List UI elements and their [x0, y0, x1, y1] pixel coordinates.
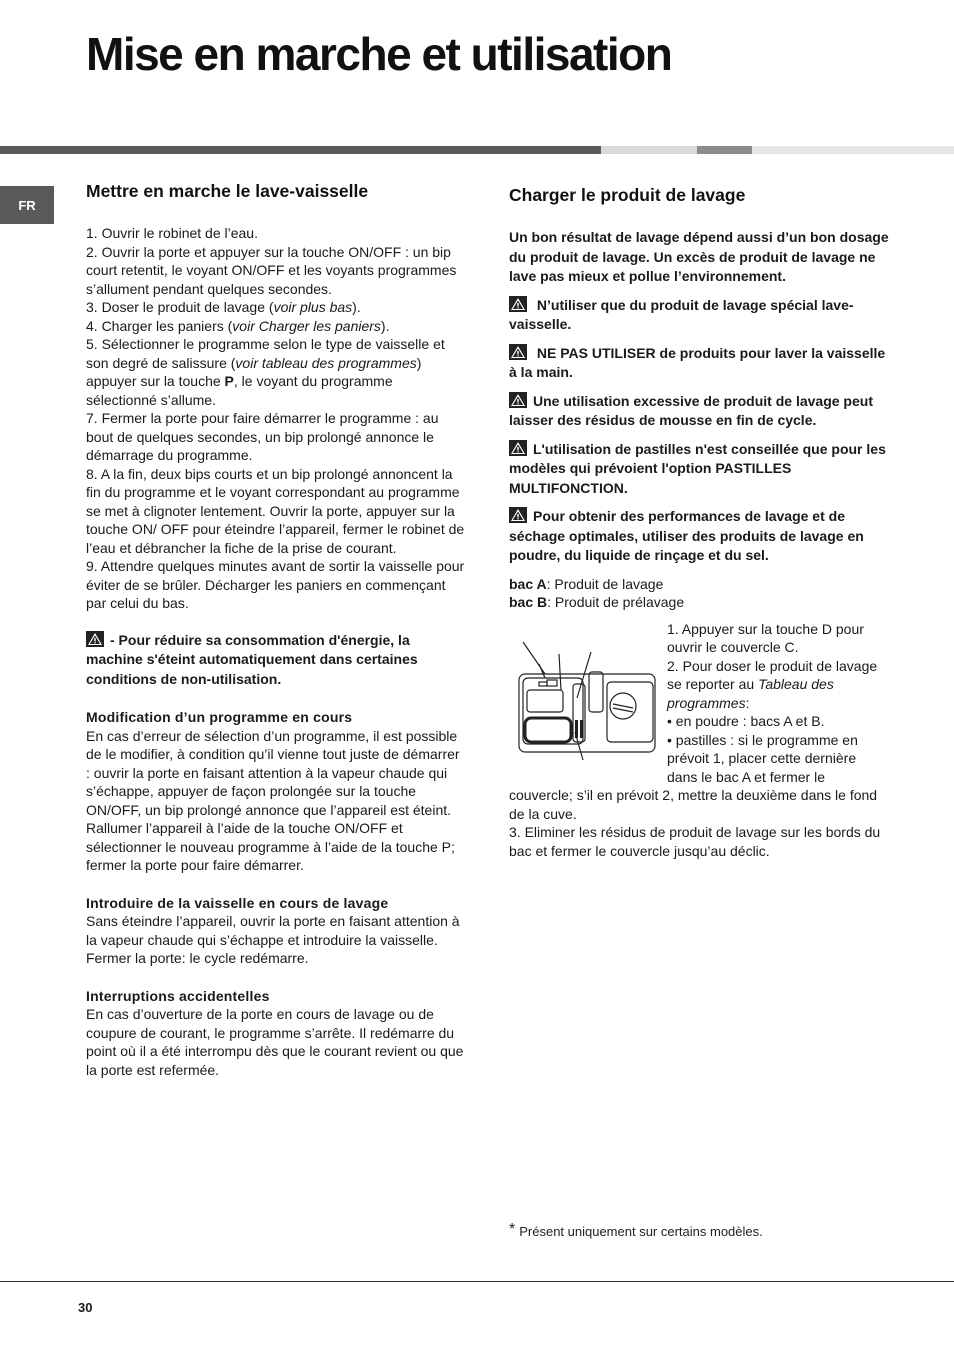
section-body-interruptions: En cas d’ouverture de la porte en cours de lavage ou de coupure de courant, le programme s’arrête. Il redémarre du point où il a été interrompu dès que le courant revient ou que la porte est refermée.	[86, 1006, 464, 1078]
instruction-3: 3. Eliminer les résidus de produit de lavage sur les bords du bac et fermer le couvercle jusqu’au déclic.	[509, 824, 881, 859]
section-body-modification: En cas d’erreur de sélection d’un programme, il est possible de le modifier, à condition qu’il vienne tout juste de démarrer : ouvrir la porte en faisant attention à la vapeur chaude qui s’échappe, appuyer de façon prolongée sur la touche ON/OFF, un bip prolongé annonce que l’appareil est éteint. Rallumer l’appareil à l’aide de la touche ON/OFF et sélectionner le nouveau programme à l’aide de la touche P; fermer la porte pour faire démarrer.	[86, 727, 460, 873]
dispenser-block	[509, 620, 889, 861]
warning-icon	[509, 507, 527, 523]
warning-3: Une utilisation excessive de produit de lavage peut laisser des résidus de mousse en fin de cycle.	[509, 392, 873, 428]
instruction-2: 2. Pour doser le produit de lavage se reporter au Tableau des programmes:	[667, 657, 878, 711]
section-body-add-dishes: Sans éteindre l’appareil, ouvrir la porte en faisant attention à la vapeur chaude qui s’échappe et introduire la vaisselle. Fermer la porte: le cycle redémarre.	[86, 913, 460, 966]
header-rule-dark	[0, 146, 601, 154]
page-number: 30	[78, 1300, 93, 1315]
warning-icon	[509, 440, 527, 456]
step-9: 9. Attendre quelques minutes avant de sortir la vaisselle pour éviter de se brûler. Décharger les paniers en commençant par celui du bas.	[86, 558, 465, 611]
warning-5: Pour obtenir des performances de lavage et de séchage optimales, utiliser des produits de lavage en poudre, du liquide de rinçage et du sel.	[509, 508, 864, 563]
header-rule-pale	[752, 146, 954, 154]
warning-icon	[509, 392, 527, 408]
step-2: 2. Ouvrir la porte et appuyer sur la touche ON/OFF : un bip court retentit, le voyant ON/OFF et les voyants programmes s’allument pendant quelques secondes.	[86, 243, 457, 297]
right-column	[509, 184, 889, 860]
warning-icon	[86, 631, 104, 647]
language-tab: FR	[0, 186, 54, 224]
footer-rule	[0, 1281, 954, 1282]
instruction-powder: • en poudre : bacs A et B.	[667, 713, 825, 729]
compartment-legend	[509, 575, 889, 612]
step-3: 3. Doser le produit de lavage (voir plus bas).	[86, 299, 361, 315]
left-column	[86, 180, 466, 1098]
header-rule-mid	[697, 146, 752, 154]
step-4: 4. Charger les paniers (voir Charger les paniers).	[86, 317, 390, 334]
step-8: 8. A la fin, deux bips courts et un bip prolongé annoncent la fin du programme et le voyant correspondant au programme se met à clignoter lentement. Ouvrir la porte, appuyer sur la touche ON/ OFF pour éteindre l’appareil, fermer le robinet de l’eau et débrancher la fiche de la prise de courant.	[86, 465, 465, 556]
section-title-modification: Modification d’un programme en cours	[86, 709, 353, 725]
instruction-1: 1. Appuyer sur la touche D pour ouvrir le couvercle C.	[667, 620, 864, 655]
warning-4: L'utilisation de pastilles n'est conseillée que pour les modèles qui prévoient l'option PASTILLES MULTIFONCTION.	[509, 440, 886, 496]
warning-icon	[509, 344, 527, 360]
step-1: 1. Ouvrir le robinet de l’eau.	[86, 225, 258, 241]
instruction-tablets: • pastilles : si le programme en prévoit 1, placer cette dernière dans le bac A et fermer le couvercle; s’il en prévoit 2, mettre la deuxième dans le fond de la cuve.	[509, 731, 878, 822]
footnote-star: *	[509, 1221, 516, 1238]
section-title-add-dishes: Introduire de la vaisselle en cours de lavage	[86, 894, 389, 911]
compartment-b: bac B: Produit de prélavage	[509, 594, 685, 610]
compartment-a: bac A: Produit de lavage	[509, 575, 664, 592]
section-heading-start: Mettre en marche le lave-vaisselle	[86, 181, 369, 201]
footnote-text: Présent uniquement sur certains modèles.	[519, 1224, 763, 1239]
start-steps	[86, 224, 466, 613]
section-heading-detergent: Charger le produit de lavage	[509, 185, 746, 205]
step-5: 5. Sélectionner le programme selon le type de vaisselle et son degré de salissure (voir tableau des programmes) appuyer sur la touche P, le voyant du programme sélectionné s’allume.	[86, 336, 445, 408]
warning-1: N’utiliser que du produit de lavage spécial lave-vaisselle.	[509, 296, 854, 332]
step-7: 7. Fermer la porte pour faire démarrer le programme : au bout de quelques secondes, un bip prolongé annonce le démarrage du programme.	[86, 410, 439, 463]
energy-warning: - Pour réduire sa consommation d'énergie, la machine s'éteint automatiquement dans certaines conditions de non-utilisation.	[86, 631, 418, 687]
section-title-interruptions: Interruptions accidentelles	[86, 987, 270, 1004]
header-rule-light	[601, 146, 697, 154]
warning-2: NE PAS UTILISER de produits pour laver la vaisselle à la main.	[509, 344, 886, 380]
warning-icon	[509, 296, 527, 312]
page-title: Mise en marche et utilisation	[86, 28, 672, 80]
detergent-dispenser-illustration	[509, 620, 659, 770]
footnote	[509, 1221, 763, 1239]
detergent-intro: Un bon résultat de lavage dépend aussi d’un bon dosage du produit de lavage. Un excès de produit de lavage ne lave pas mieux et pollue l’environnement.	[509, 229, 889, 284]
